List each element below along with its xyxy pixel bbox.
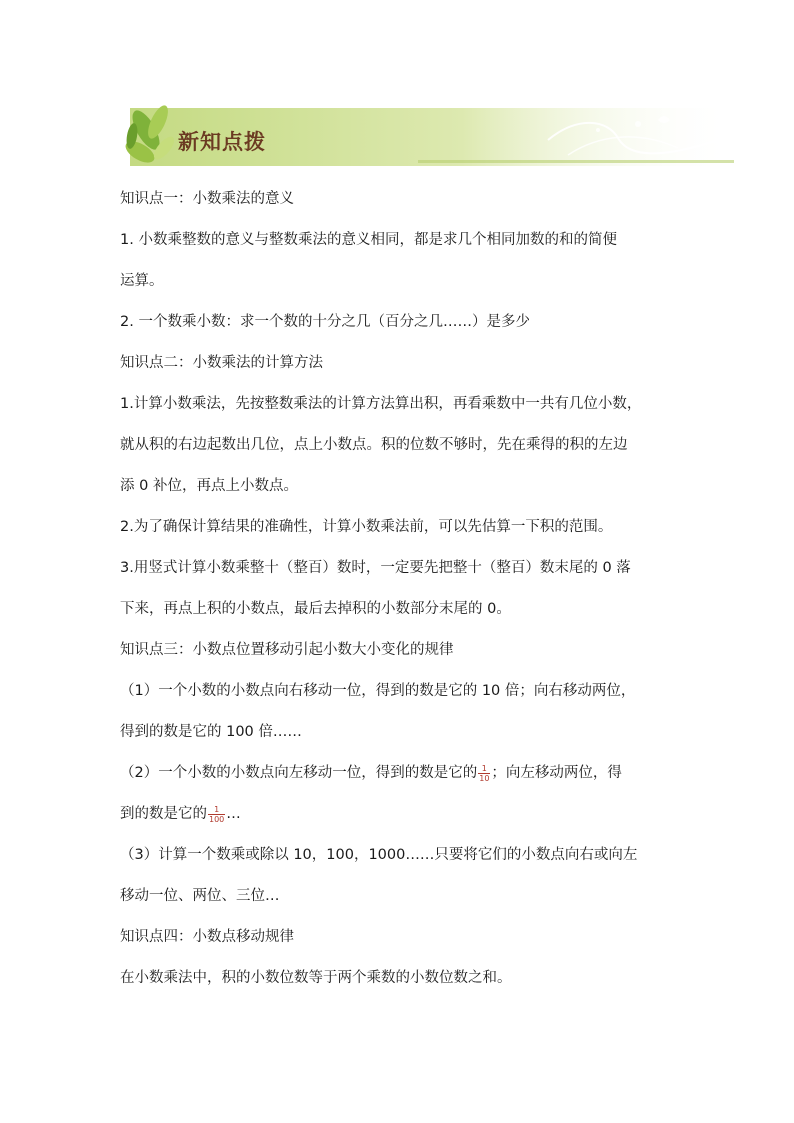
text-line: 移动一位、两位、三位…: [120, 888, 280, 904]
text-line: 2.为了确保计算结果的准确性，计算小数乘法前，可以先估算一下积的范围。: [120, 519, 613, 535]
text-line: 知识点三：小数点位置移动引起小数大小变化的规律: [120, 642, 454, 658]
fraction-one-hundredth: [208, 805, 225, 824]
text-line: 知识点二：小数乘法的计算方法: [120, 355, 323, 371]
fraction-one-tenth: [478, 764, 490, 783]
section-banner: [118, 100, 734, 172]
text-line: （1）一个小数的小数点向右移动一位，得到的数是它的 10 倍；向右移动两位，: [120, 683, 636, 699]
text-line: 2. 一个数乘小数：求一个数的十分之几（百分之几……）是多少: [120, 314, 530, 330]
text-segment: …: [226, 806, 241, 822]
text-line: 知识点四：小数点移动规律: [120, 929, 294, 945]
text-line: 运算。: [120, 273, 164, 289]
text-line: 添 0 补位，再点上小数点。: [120, 478, 298, 494]
text-segment: ；向左移动两位，得: [491, 765, 622, 781]
fraction-numerator: 1: [478, 764, 490, 774]
knowledge-points-content: [120, 184, 680, 1004]
text-line: 知识点一：小数乘法的意义: [120, 191, 294, 207]
banner-title: 新知点拨: [178, 130, 266, 154]
text-line: 1. 小数乘整数的意义与整数乘法的意义相同，都是求几个相同加数的和的简便: [120, 232, 617, 248]
text-line: 得到的数是它的 100 倍……: [120, 724, 302, 740]
text-line: 下来，再点上积的小数点，最后去掉积的小数部分末尾的 0。: [120, 601, 511, 617]
text-line-with-fraction: [120, 758, 680, 799]
fraction-numerator: 1: [208, 805, 225, 815]
fraction-denominator: 10: [479, 773, 490, 783]
fraction-denominator: 100: [209, 814, 225, 824]
text-line: 就从积的右边起数出几位，点上小数点。积的位数不够时，先在乘得的积的左边: [120, 437, 628, 453]
text-segment: 到的数是它的: [120, 806, 207, 822]
text-line: （3）计算一个数乘或除以 10，100，1000……只要将它们的小数点向右或向左: [120, 847, 638, 863]
text-line-with-fraction: [120, 799, 680, 840]
text-line: 在小数乘法中，积的小数位数等于两个乘数的小数位数之和。: [120, 970, 512, 986]
text-line: 3.用竖式计算小数乘整十（整百）数时，一定要先把整十（整百）数末尾的 0 落: [120, 560, 631, 576]
text-line: 1.计算小数乘法，先按整数乘法的计算方法算出积，再看乘数中一共有几位小数，: [120, 396, 642, 412]
text-segment: （2）一个小数的小数点向左移动一位，得到的数是它的: [120, 765, 478, 781]
